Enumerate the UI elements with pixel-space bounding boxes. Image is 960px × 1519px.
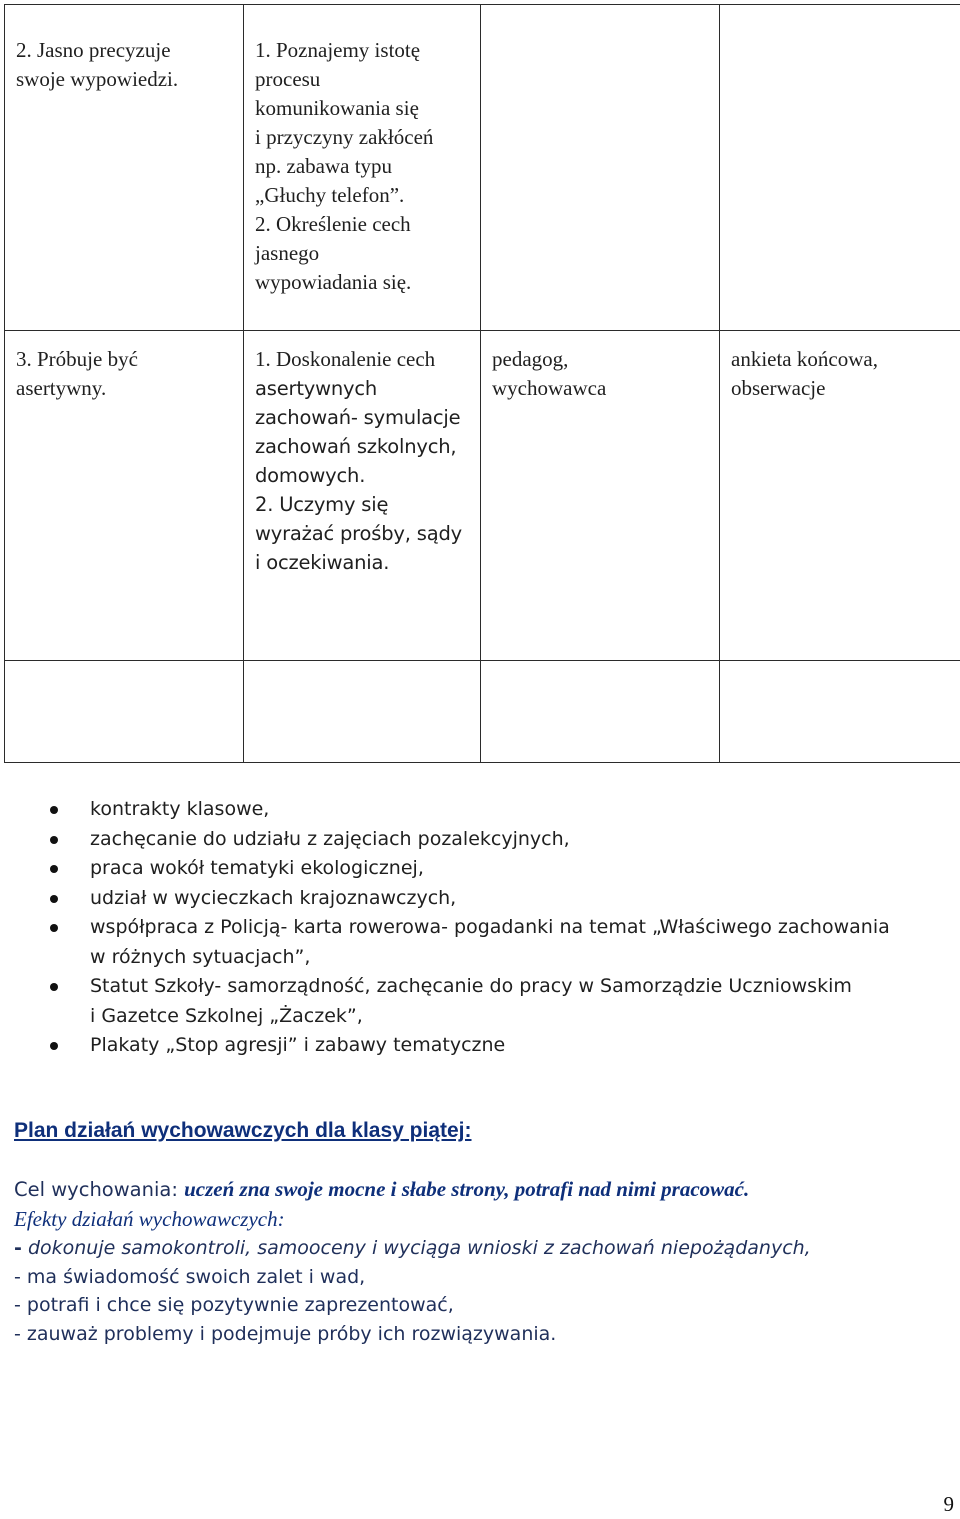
cell-text: asertywny.	[16, 376, 107, 400]
cell-text: 3. Próbuje być	[16, 347, 138, 371]
cell-text: domowych.	[255, 464, 366, 487]
table-cell	[720, 5, 960, 331]
cell-text: zachowań szkolnych,	[255, 435, 457, 458]
cell-text: 2. Uczymy się	[255, 493, 389, 516]
bullet-icon	[50, 1042, 58, 1050]
table-row	[5, 5, 960, 331]
list-item: - ma świadomość swoich zalet i wad,	[14, 1265, 366, 1288]
bullet-icon	[50, 806, 58, 814]
cell-text: np. zabawa typu	[255, 154, 393, 178]
bullet-icon	[50, 895, 58, 903]
list-item-text: w różnych sytuacjach”,	[90, 945, 311, 968]
table-cell	[244, 331, 481, 661]
cell-text: komunikowania się	[255, 96, 419, 120]
list-dash: -	[14, 1237, 22, 1259]
bullet-icon	[50, 924, 58, 932]
list-item	[50, 1031, 950, 1061]
activities-list	[50, 795, 950, 1061]
list-item	[50, 795, 950, 825]
goal-line	[14, 1177, 749, 1202]
cell-text: 2. Określenie cech	[255, 212, 411, 236]
table-cell	[720, 661, 960, 763]
bullet-icon	[50, 865, 58, 873]
cell-text: 1. Poznajemy istotę	[255, 38, 421, 62]
table-cell	[481, 331, 720, 661]
cell-text: ankieta końcowa,	[731, 347, 878, 371]
list-item-text: kontrakty klasowe,	[90, 798, 270, 820]
effects-list	[14, 1234, 811, 1348]
cell-text: 2. Jasno precyzuje	[16, 38, 171, 62]
cell-text: obserwacje	[731, 376, 826, 400]
table-cell	[244, 661, 481, 763]
list-item-text: zachęcanie do udziału z zajęciach pozalekcyjnych,	[90, 827, 570, 850]
cell-text: jasnego	[255, 241, 320, 265]
cell-text: wypowiadania się.	[255, 270, 412, 294]
cell-text: pedagog,	[492, 347, 569, 371]
table-cell	[244, 5, 481, 331]
list-item: - zauważ problemy i podejmuje próby ich rozwiązywania.	[14, 1322, 557, 1345]
cell-text: wyrażać prośby, sądy	[255, 522, 462, 545]
list-item	[50, 825, 950, 855]
plan-heading: Plan działań wychowawczych dla klasy piątej:	[14, 1119, 472, 1142]
list-item	[50, 913, 950, 972]
list-item	[50, 972, 950, 1031]
goal-label: Cel wychowania:	[14, 1178, 178, 1201]
list-item-text: dokonuje samokontroli, samooceny i wyciąga wnioski z zachowań niepożądanych,	[27, 1237, 811, 1259]
list-item-text: praca wokół tematyki ekologicznej,	[90, 857, 424, 879]
table-cell	[5, 331, 244, 661]
cell-text: wychowawca	[492, 376, 607, 400]
list-item	[14, 1234, 811, 1263]
bullet-icon	[50, 983, 58, 991]
list-item-text: współpraca z Policją- karta rowerowa- pogadanki na temat „Właściwego zachowania	[90, 916, 890, 938]
table-cell	[5, 5, 244, 331]
plan-table	[4, 4, 960, 763]
list-item-text: i Gazetce Szkolnej „Żaczek”,	[90, 1004, 363, 1027]
list-item	[50, 854, 950, 884]
table-cell	[720, 331, 960, 661]
cell-text: swoje wypowiedzi.	[16, 67, 179, 91]
table-row	[5, 331, 960, 661]
list-item-text: Statut Szkoły- samorządność, zachęcanie do pracy w Samorządzie Uczniowskim	[90, 975, 852, 997]
cell-text: procesu	[255, 67, 321, 91]
list-item: - potrafi i chce się pozytywnie zaprezentować,	[14, 1294, 454, 1316]
cell-text: zachowań- symulacje	[255, 406, 461, 429]
cell-text: „Głuchy telefon”.	[255, 183, 405, 207]
goal-text: uczeń zna swoje mocne i słabe strony, potrafi nad nimi pracować.	[184, 1177, 750, 1201]
cell-text: asertywnych	[255, 377, 378, 400]
table-cell	[5, 661, 244, 763]
list-item	[50, 884, 950, 914]
bullet-icon	[50, 836, 58, 844]
cell-text: i przyczyny zakłóceń	[255, 125, 434, 149]
list-item-text: udział w wycieczkach krajoznawczych,	[90, 886, 457, 909]
table-cell	[481, 5, 720, 331]
list-item-text: Plakaty „Stop agresji” i zabawy tematyczne	[90, 1034, 506, 1056]
page-number: 9	[943, 1492, 954, 1516]
table-row	[5, 661, 960, 763]
effects-heading: Efekty działań wychowawczych:	[14, 1207, 285, 1231]
cell-text: 1. Doskonalenie cech	[255, 347, 436, 371]
cell-text: i oczekiwania.	[255, 551, 390, 574]
table-cell	[481, 661, 720, 763]
